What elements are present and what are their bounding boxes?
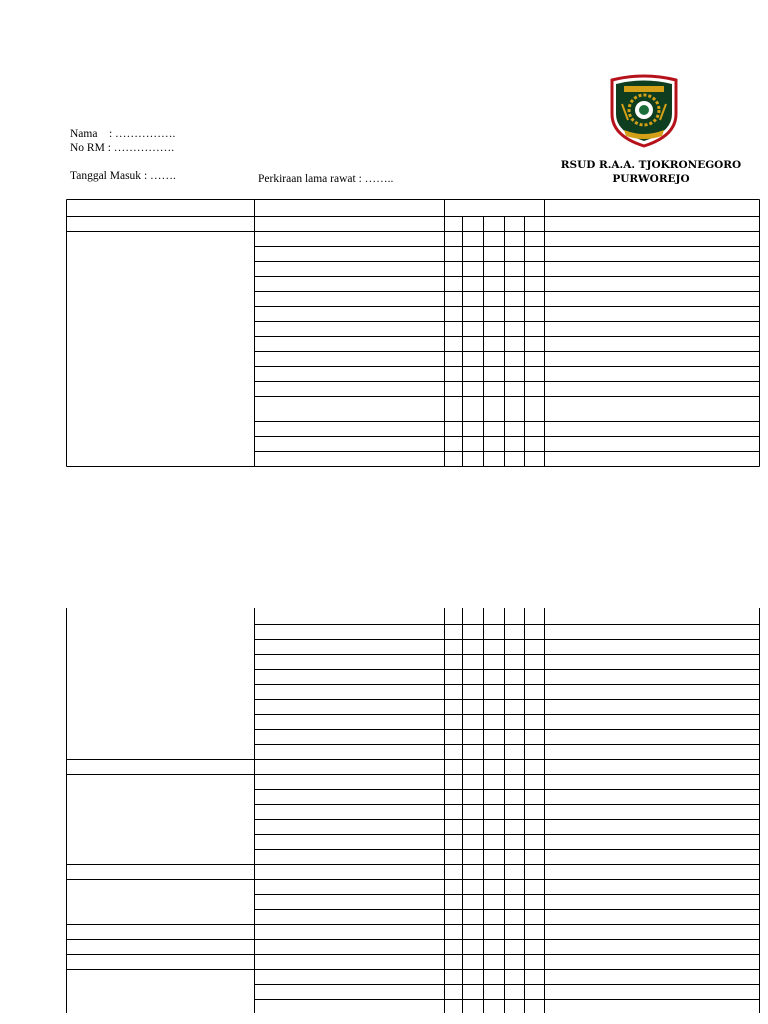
tanggal-masuk-field — [70, 170, 176, 183]
perkiraan-lama-rawat-label: Perkiraan lama rawat — [258, 173, 356, 185]
nama-label: Nama — [70, 128, 98, 140]
hospital-city: PURWOREJO — [612, 173, 690, 185]
pathway-table-bottom — [0, 608, 768, 1013]
hospital-name: RSUD R.A.A. TJOKRONEGORO — [560, 159, 742, 171]
nama-field — [70, 128, 175, 141]
no-rm-label: No RM — [70, 142, 105, 154]
perkiraan-lama-rawat-field — [258, 173, 393, 186]
tanggal-masuk-value: : ……. — [143, 170, 176, 182]
no-rm-value: : ……………. — [107, 142, 175, 154]
hospital-logo-emblem — [606, 74, 682, 148]
nama-value: : ……………. — [108, 128, 176, 140]
tanggal-masuk-label: Tanggal Masuk — [70, 170, 142, 182]
no-rm-field — [70, 142, 174, 155]
perkiraan-lama-rawat-value: : …….. — [358, 173, 394, 185]
pathway-table-top — [0, 199, 768, 467]
